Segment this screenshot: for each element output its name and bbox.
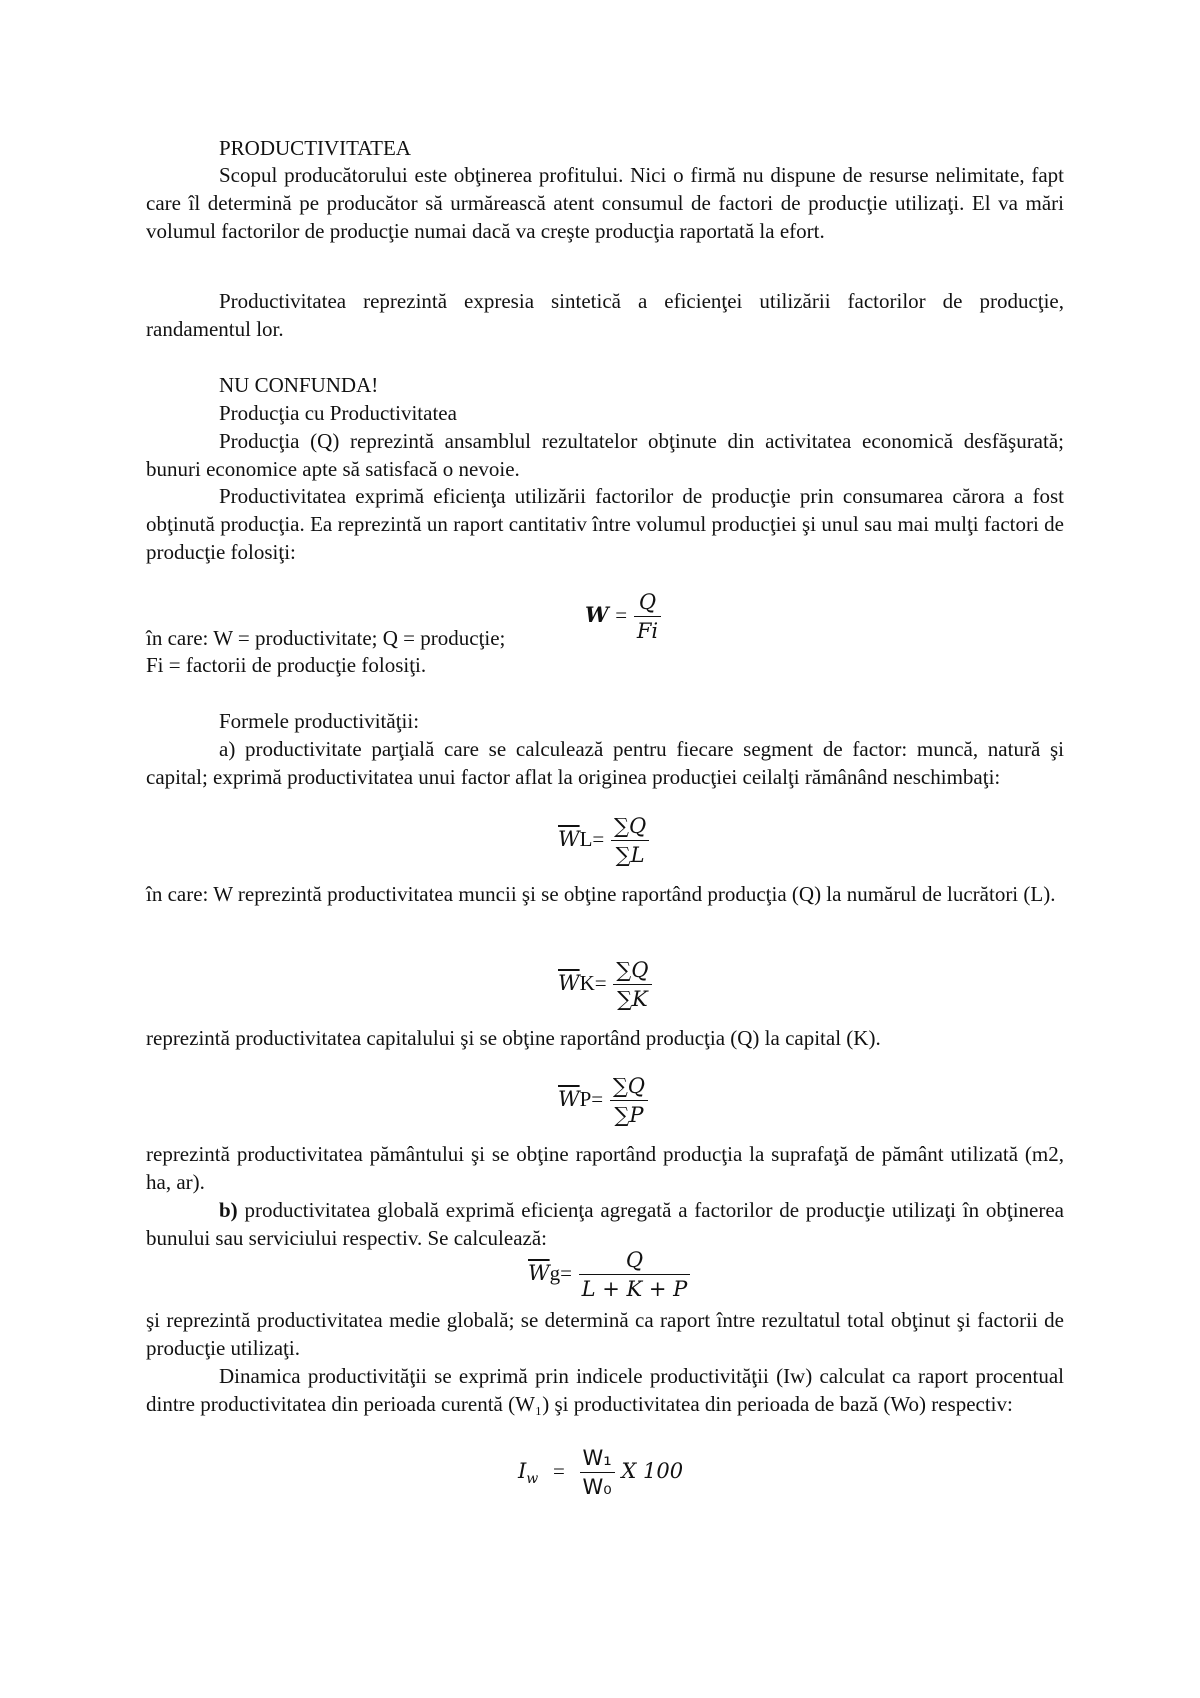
fraction: $\frac{\sum Q}{\sum K}$ — [613, 958, 651, 1011]
formula-iw: $I_w$ = $\frac{\text{W₁}}{\text{W₀}}$ X 100 — [518, 1446, 684, 1499]
legend-line-1: în care: W = productivitate; Q = producţie; — [146, 626, 506, 650]
paragraph-dynamics: Dinamica productivităţii se exprimă prin indicele productivităţii (Iw) calculat ca raport procentual dintre productivitatea din perioada curentă (W₁) şi productivitatea din perioada de bază (Wo) respectiv: — [146, 1364, 1064, 1416]
document-title: PRODUCTIVITATEA — [219, 136, 411, 160]
legend-line-2: Fi = factorii de producţie folosiţi. — [146, 653, 427, 677]
paragraph-labor: în care: W reprezintă productivitatea muncii şi se obţine raportând producţia (Q) la numărul de lucrători (L). — [146, 882, 1056, 906]
forms-heading: Formele productivităţii: — [219, 709, 420, 733]
paragraph-definition: Productivitatea reprezintă expresia sintetică a eficienţei utilizării factorilor de producţie, randamentul lor. — [146, 289, 1064, 341]
formula-wp: $\overline{W}P=$ $\frac{\sum Q}{\sum P}$ — [558, 1074, 648, 1127]
paragraph-production: Producţia (Q) reprezintă ansamblul rezultatelor obţinute din activitatea economică desfăşurată; bunuri economice apte să satisfacă o nevoie. — [146, 429, 1064, 481]
fraction: $\frac{\text{W₁}}{\text{W₀}}$ — [580, 1446, 615, 1499]
paragraph-global-desc: şi reprezintă productivitatea medie globală; se determină ca raport între rezultatul total obţinut şi factorii de producţie utilizaţi. — [146, 1308, 1064, 1360]
fraction: $\frac{Q}{Fi}$ — [634, 590, 661, 643]
paragraph-land: reprezintă productivitatea pământului şi se obţine raportând producţia la suprafaţă de pământ utilizată (m2, ha, ar). — [146, 1142, 1064, 1194]
fraction: $\frac{\sum Q}{\sum P}$ — [610, 1074, 648, 1127]
fraction: $\frac{Q}{L + K + P}$ — [579, 1248, 691, 1301]
formula-wl: $\overline{W}L=$ $\frac{\sum Q}{\sum L}$ — [558, 814, 649, 867]
paragraph-capital: reprezintă productivitatea capitalului şi se obţine raportând producţia (Q) la capital (K). — [146, 1026, 881, 1050]
paragraph-productivity: Productivitatea exprimă eficienţa utilizării factorilor de producţie prin consumarea cărora a fost obţinută producţia. Ea reprezintă un raport cantitativ între volumul producţiei şi unul sau mai mulţi factori de producţie folosiţi: — [146, 484, 1064, 564]
fraction: $\frac{\sum Q}{\sum L}$ — [611, 814, 649, 867]
formula-wg: $\overline{W}g=$ $\frac{Q}{L + K + P}$ — [528, 1248, 690, 1301]
paragraph-global: b) productivitatea globală exprimă eficienţa agregată a factorilor de producţie utilizaţi în obţinerea bunului sau serviciului respectiv. Se calculează: — [146, 1198, 1064, 1250]
paragraph-partial: a) productivitate parţială care se calculează pentru fiecare segment de factor: muncă, natură şi capital; exprimă productivitatea unui factor aflat la originea producţiei ceilalţi rămânând neschimbaţi: — [146, 737, 1064, 789]
warning-heading: NU CONFUNDA! — [219, 373, 379, 397]
formula-wk: $\overline{W}K=$ $\frac{\sum Q}{\sum K}$ — [558, 958, 652, 1011]
paragraph-intro: Scopul producătorului este obţinerea profitului. Nici o firmă nu dispune de resurse nelimitate, fapt care îl determină pe producător să urmărească atent consumul de factori de producţie utilizaţi. El va mări volumul factorilor de producţie numai dacă va creşte producţia raportată la efort. — [146, 163, 1064, 243]
formula-main: W = $\frac{Q}{Fi}$ — [585, 590, 661, 643]
subtitle: Producţia cu Productivitatea — [219, 401, 457, 425]
